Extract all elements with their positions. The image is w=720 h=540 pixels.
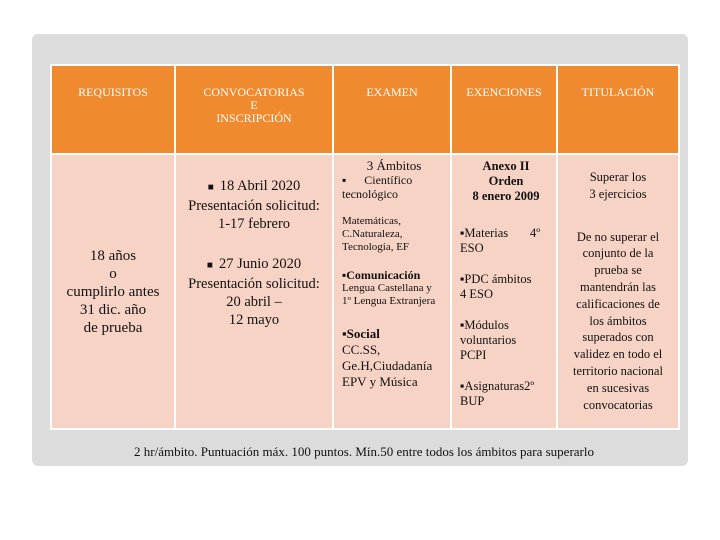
convocatoria-2-date: 27 Junio 2020 bbox=[218, 256, 302, 272]
exencion-materias: ▪Materias 4º bbox=[460, 226, 541, 240]
titulacion-line: en sucesivas bbox=[586, 380, 650, 395]
titulacion-line: Superar los bbox=[589, 170, 647, 184]
req-line: o bbox=[109, 265, 117, 282]
ambito-social-detail: Ge.H,Ciudadanía bbox=[342, 358, 433, 373]
convocatoria-2-line3: 12 mayo bbox=[228, 312, 280, 328]
ambito-comunicacion: ▪Comunicación bbox=[342, 268, 421, 282]
anexo: 8 enero 2009 bbox=[472, 189, 540, 203]
ambito-comunicacion-detail: 1º Lengua Extranjera bbox=[342, 295, 436, 307]
ambito-cientifico-detail: C.Naturaleza, bbox=[342, 228, 403, 240]
req-line: de prueba bbox=[83, 319, 143, 336]
ambito-cientifico-detail: Tecnología, EF bbox=[342, 241, 410, 253]
req-line: 31 dic. año bbox=[79, 301, 147, 318]
titulacion-line: superados con bbox=[582, 330, 654, 345]
convocatoria-1-line2: 1-17 febrero bbox=[217, 216, 291, 232]
exencion-pdc: 4 ESO bbox=[460, 287, 493, 301]
header-convocatorias-text: CONVOCATORIAS E INSCRIPCIÓN bbox=[203, 85, 305, 125]
titulacion-line: los ámbitos bbox=[589, 313, 647, 328]
exencion-modulos: ▪Módulos bbox=[460, 318, 509, 332]
exencion-pdc: ▪PDC ámbitos bbox=[460, 272, 532, 286]
req-line: 18 años bbox=[89, 247, 137, 264]
convocatoria-2-line1: Presentación solicitud: bbox=[188, 276, 320, 292]
header-titulacion: TITULACIÓN bbox=[557, 65, 679, 154]
anexo: Orden bbox=[488, 174, 524, 188]
header-examen: EXAMEN bbox=[333, 65, 451, 154]
titulacion-line: validez en todo el bbox=[573, 347, 663, 362]
cell-titulacion bbox=[557, 154, 679, 429]
ambito-social: ▪Social bbox=[342, 326, 380, 341]
convocatoria-2-line2: 20 abril – bbox=[226, 294, 282, 310]
bullet-icon: ■ bbox=[206, 260, 213, 271]
titulacion-line: calificaciones de bbox=[576, 296, 660, 311]
header-exenciones: EXENCIONES bbox=[451, 65, 557, 154]
titulacion-line: prueba se bbox=[594, 263, 642, 278]
convocatoria-2 bbox=[180, 255, 328, 275]
requirements-table bbox=[50, 64, 680, 430]
cell-requisitos bbox=[51, 154, 175, 429]
titulacion-line: 3 ejercicios bbox=[589, 186, 647, 201]
cell-convocatorias bbox=[175, 154, 333, 429]
exencion-asignaturas: ▪Asignaturas2º bbox=[460, 379, 535, 393]
titulacion-line: convocatorias bbox=[583, 397, 653, 412]
anexo: Anexo II bbox=[482, 159, 530, 173]
ambito-social-detail: EPV y Música bbox=[342, 374, 418, 389]
bullet-icon: ■ bbox=[207, 182, 214, 193]
convocatoria-1 bbox=[180, 177, 328, 197]
titulacion-line: conjunto de la bbox=[582, 246, 654, 261]
ambito-comunicacion-detail: Lengua Castellana y bbox=[342, 282, 432, 294]
exencion-modulos: voluntarios bbox=[460, 333, 517, 347]
ambito-social-detail: CC.SS, bbox=[342, 342, 381, 357]
convocatoria-1-date: 18 Abril 2020 bbox=[219, 178, 301, 194]
titulacion-line: territorio nacional bbox=[573, 363, 663, 378]
exencion-materias: ESO bbox=[460, 241, 484, 255]
ambito-cientifico-detail: Matemáticas, bbox=[342, 215, 401, 227]
header-requisitos: REQUISITOS bbox=[51, 65, 175, 154]
examen-head: 3 Ámbitos bbox=[366, 158, 422, 173]
req-line: cumplirlo antes bbox=[66, 283, 160, 300]
ambito-cientifico-a: ▪ Científico bbox=[342, 173, 413, 187]
titulacion-line: De no superar el bbox=[576, 229, 660, 244]
footer-note: 2 hr/ámbito. Puntuación máx. 100 puntos. Mín.50 entre todos los ámbitos para superarlo bbox=[134, 444, 594, 459]
exencion-modulos: PCPI bbox=[460, 348, 487, 362]
ambito-cientifico-b: tecnológico bbox=[342, 187, 398, 201]
convocatoria-1-line1: Presentación solicitud: bbox=[188, 198, 320, 214]
header-convocatorias bbox=[175, 65, 333, 154]
titulacion-line: mantendrán las bbox=[579, 279, 656, 294]
cell-exenciones bbox=[451, 154, 557, 429]
exencion-asignaturas: BUP bbox=[460, 394, 485, 408]
cell-examen bbox=[333, 154, 451, 429]
